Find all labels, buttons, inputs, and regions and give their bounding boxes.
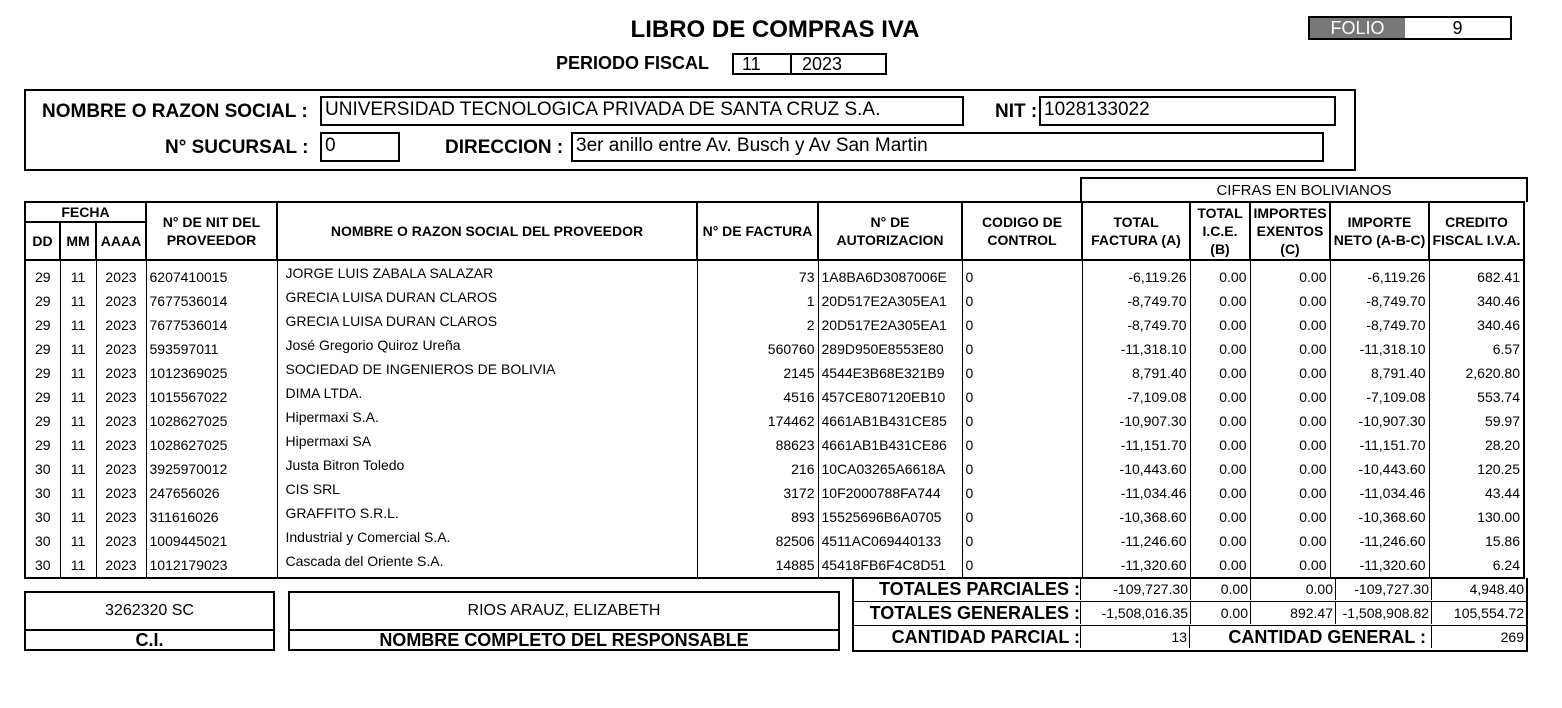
responsable-label: NOMBRE COMPLETO DEL RESPONSABLE: [379, 630, 749, 650]
cell-exentos: 0.00: [1250, 529, 1330, 553]
cell-neto: -11,034.46: [1330, 481, 1429, 505]
cell-credito: 340.46: [1429, 313, 1524, 337]
cell-exentos: 0.00: [1250, 553, 1330, 578]
cell-mm: 11: [60, 409, 96, 433]
folio-box: [1308, 16, 1512, 40]
cell-proveedor: Hipermaxi SA: [277, 433, 697, 457]
cell-total: -11,151.70: [1082, 433, 1190, 457]
ci-label: C.I.: [135, 630, 164, 650]
company-name-field: UNIVERSIDAD TECNOLOGICA PRIVADA DE SANTA CRUZ S.A.: [320, 96, 964, 126]
cell-ice: 0.00: [1190, 481, 1250, 505]
cell-neto: -11,246.60: [1330, 529, 1429, 553]
cell-codigo: 0: [962, 313, 1082, 337]
cell-neto: -8,749.70: [1330, 313, 1429, 337]
cell-factura: 4516: [697, 385, 818, 409]
cell-ice: 0.00: [1190, 529, 1250, 553]
cell-aaaa: 2023: [96, 337, 146, 361]
cell-mm: 11: [60, 260, 96, 289]
header-neto: IMPORTE NETO (A-B-C): [1330, 202, 1429, 260]
cell-aaaa: 2023: [96, 289, 146, 313]
purchases-table: [24, 201, 1525, 579]
cell-total: 8,791.40: [1082, 361, 1190, 385]
cell-neto: -10,368.60: [1330, 505, 1429, 529]
cell-nit: 1028627025: [146, 409, 277, 433]
cell-codigo: 0: [962, 289, 1082, 313]
cell-nit: 6207410015: [146, 260, 277, 289]
table-row: [25, 409, 1524, 433]
tp-exentos: 0.00: [1250, 578, 1335, 600]
cell-exentos: 0.00: [1250, 385, 1330, 409]
cell-credito: 2,620.80: [1429, 361, 1524, 385]
cell-aaaa: 2023: [96, 260, 146, 289]
periodo-label: PERIODO FISCAL: [556, 53, 710, 73]
cell-proveedor: Industrial y Comercial S.A.: [277, 529, 697, 553]
table-row: [25, 505, 1524, 529]
cell-codigo: 0: [962, 409, 1082, 433]
cell-autorizacion: 45418FB6F4C8D51: [818, 553, 962, 578]
cell-mm: 11: [60, 529, 96, 553]
cell-codigo: 0: [962, 385, 1082, 409]
cell-proveedor: Justa Bitron Toledo: [277, 457, 697, 481]
cell-factura: 2: [697, 313, 818, 337]
cell-credito: 6.57: [1429, 337, 1524, 361]
cell-nit: 593597011: [146, 337, 277, 361]
cell-exentos: 0.00: [1250, 361, 1330, 385]
cell-factura: 82506: [697, 529, 818, 553]
cell-total: -11,034.46: [1082, 481, 1190, 505]
tp-total: -109,727.30: [1080, 578, 1190, 600]
cell-proveedor: SOCIEDAD DE INGENIEROS DE BOLIVIA: [277, 361, 697, 385]
cell-ice: 0.00: [1190, 433, 1250, 457]
cell-mm: 11: [60, 505, 96, 529]
cell-dd: 29: [25, 337, 60, 361]
cell-dd: 29: [25, 361, 60, 385]
cell-total: -7,109.08: [1082, 385, 1190, 409]
cell-dd: 30: [25, 481, 60, 505]
cell-neto: -11,318.10: [1330, 337, 1429, 361]
header-factura: N° DE FACTURA: [697, 202, 818, 260]
cell-nit: 7677536014: [146, 313, 277, 337]
cell-neto: -10,907.30: [1330, 409, 1429, 433]
cell-neto: -8,749.70: [1330, 289, 1429, 313]
tg-credito: 105,554.72: [1431, 602, 1526, 624]
cell-neto: -11,320.60: [1330, 553, 1429, 578]
cell-dd: 29: [25, 409, 60, 433]
cell-total: -6,119.26: [1082, 260, 1190, 289]
cell-mm: 11: [60, 553, 96, 578]
header-ice: TOTAL I.C.E. (B): [1190, 202, 1250, 260]
cell-autorizacion: 20D517E2A305EA1: [818, 289, 962, 313]
cell-proveedor: Hipermaxi S.A.: [277, 409, 697, 433]
periodo-month: 11: [734, 55, 792, 73]
cell-nit: 247656026: [146, 481, 277, 505]
cell-ice: 0.00: [1190, 409, 1250, 433]
responsable-box: [288, 591, 840, 651]
cell-autorizacion: 10F2000788FA744: [818, 481, 962, 505]
cantidad-general-label: CANTIDAD GENERAL :: [1228, 627, 1426, 647]
cell-factura: 3172: [697, 481, 818, 505]
cell-codigo: 0: [962, 457, 1082, 481]
cantidad-general: 269: [1431, 626, 1526, 648]
tg-neto: -1,508,908.82: [1335, 602, 1431, 624]
cell-dd: 30: [25, 529, 60, 553]
cell-exentos: 0.00: [1250, 481, 1330, 505]
tg-exentos: 892.47: [1250, 602, 1335, 624]
cell-factura: 1: [697, 289, 818, 313]
cell-ice: 0.00: [1190, 361, 1250, 385]
cell-dd: 29: [25, 289, 60, 313]
cell-exentos: 0.00: [1250, 409, 1330, 433]
cell-codigo: 0: [962, 481, 1082, 505]
cell-ice: 0.00: [1190, 457, 1250, 481]
cell-factura: 14885: [697, 553, 818, 578]
cell-ice: 0.00: [1190, 289, 1250, 313]
cell-autorizacion: 289D950E8553E80: [818, 337, 962, 361]
cell-autorizacion: 457CE807120EB10: [818, 385, 962, 409]
cell-exentos: 0.00: [1250, 313, 1330, 337]
ci-value: 3262320 SC: [26, 593, 273, 631]
table-row: [25, 529, 1524, 553]
cell-nit: 3925970012: [146, 457, 277, 481]
cell-exentos: 0.00: [1250, 457, 1330, 481]
cell-mm: 11: [60, 457, 96, 481]
header-aaaa: AAAA: [96, 222, 146, 260]
cell-nit: 311616026: [146, 505, 277, 529]
header-fecha: FECHA: [25, 202, 146, 222]
cell-ice: 0.00: [1190, 553, 1250, 578]
nit-label: NIT :: [995, 101, 1038, 122]
page-title: LIBRO DE COMPRAS IVA: [630, 16, 920, 43]
cell-proveedor: CIS SRL: [277, 481, 697, 505]
header-credito: CREDITO FISCAL I.V.A.: [1429, 202, 1524, 260]
cell-codigo: 0: [962, 361, 1082, 385]
cell-aaaa: 2023: [96, 361, 146, 385]
cell-codigo: 0: [962, 505, 1082, 529]
cell-credito: 6.24: [1429, 553, 1524, 578]
totales-parciales-label: TOTALES PARCIALES :: [878, 579, 1080, 599]
ci-box: [24, 591, 275, 651]
cell-autorizacion: 20D517E2A305EA1: [818, 313, 962, 337]
cell-ice: 0.00: [1190, 337, 1250, 361]
table-row: [25, 313, 1524, 337]
cell-autorizacion: 4544E3B68E321B9: [818, 361, 962, 385]
cell-proveedor: GRECIA LUISA DURAN CLAROS: [277, 289, 697, 313]
cifras-label: CIFRAS EN BOLIVIANOS: [1080, 177, 1528, 202]
cell-autorizacion: 4661AB1B431CE85: [818, 409, 962, 433]
table-body: [25, 260, 1524, 578]
cell-mm: 11: [60, 289, 96, 313]
cell-codigo: 0: [962, 260, 1082, 289]
responsable-name: RIOS ARAUZ, ELIZABETH: [290, 593, 838, 631]
table-row: [25, 361, 1524, 385]
cell-factura: 73: [697, 260, 818, 289]
cell-dd: 29: [25, 385, 60, 409]
cell-exentos: 0.00: [1250, 505, 1330, 529]
cell-aaaa: 2023: [96, 409, 146, 433]
cell-dd: 30: [25, 457, 60, 481]
cell-mm: 11: [60, 481, 96, 505]
tg-ice: 0.00: [1190, 602, 1250, 624]
table-row: [25, 289, 1524, 313]
cell-dd: 29: [25, 313, 60, 337]
table-row: [25, 385, 1524, 409]
company-name-label: NOMBRE O RAZON SOCIAL :: [42, 101, 308, 122]
cell-credito: 120.25: [1429, 457, 1524, 481]
table-row: [25, 457, 1524, 481]
cell-exentos: 0.00: [1250, 337, 1330, 361]
header-mm: MM: [60, 222, 96, 260]
cell-nit: 1028627025: [146, 433, 277, 457]
cell-aaaa: 2023: [96, 433, 146, 457]
cell-nit: 1012179023: [146, 553, 277, 578]
cell-autorizacion: 4661AB1B431CE86: [818, 433, 962, 457]
cell-nit: 7677536014: [146, 289, 277, 313]
cell-total: -10,443.60: [1082, 457, 1190, 481]
cell-mm: 11: [60, 313, 96, 337]
tp-credito: 4,948.40: [1431, 578, 1526, 600]
tp-neto: -109,727.30: [1335, 578, 1431, 600]
cell-ice: 0.00: [1190, 313, 1250, 337]
cell-aaaa: 2023: [96, 529, 146, 553]
totales-generales-label: TOTALES GENERALES :: [869, 603, 1080, 623]
cell-mm: 11: [60, 337, 96, 361]
cell-autorizacion: 10CA03265A6618A: [818, 457, 962, 481]
direccion-label: DIRECCION :: [445, 137, 564, 158]
cell-aaaa: 2023: [96, 481, 146, 505]
cell-proveedor: DIMA LTDA.: [277, 385, 697, 409]
cell-total: -10,907.30: [1082, 409, 1190, 433]
sucursal-label: N° SUCURSAL :: [165, 137, 309, 158]
cell-codigo: 0: [962, 337, 1082, 361]
table-row: [25, 260, 1524, 289]
direccion-field: 3er anillo entre Av. Busch y Av San Martin: [571, 132, 1324, 162]
cell-total: -11,246.60: [1082, 529, 1190, 553]
table-row: [25, 337, 1524, 361]
folio-value: 9: [1452, 18, 1463, 38]
cell-factura: 560760: [697, 337, 818, 361]
cantidad-parcial-label: CANTIDAD PARCIAL :: [891, 627, 1080, 647]
cell-ice: 0.00: [1190, 260, 1250, 289]
cell-factura: 88623: [697, 433, 818, 457]
cell-proveedor: JORGE LUIS ZABALA SALAZAR: [277, 260, 697, 289]
cell-neto: -11,151.70: [1330, 433, 1429, 457]
cell-factura: 893: [697, 505, 818, 529]
cell-aaaa: 2023: [96, 505, 146, 529]
cell-credito: 340.46: [1429, 289, 1524, 313]
cell-dd: 29: [25, 260, 60, 289]
cell-codigo: 0: [962, 553, 1082, 578]
cell-neto: -6,119.26: [1330, 260, 1429, 289]
cell-neto: -7,109.08: [1330, 385, 1429, 409]
cell-proveedor: José Gregorio Quiroz Ureña: [277, 337, 697, 361]
cell-credito: 59.97: [1429, 409, 1524, 433]
folio-label: FOLIO: [1310, 18, 1405, 38]
table-row: [25, 481, 1524, 505]
cell-aaaa: 2023: [96, 313, 146, 337]
cell-dd: 30: [25, 553, 60, 578]
cell-credito: 682.41: [1429, 260, 1524, 289]
header-dd: DD: [25, 222, 60, 260]
cell-proveedor: Cascada del Oriente S.A.: [277, 553, 697, 578]
header-proveedor: NOMBRE O RAZON SOCIAL DEL PROVEEDOR: [277, 202, 697, 260]
cell-dd: 29: [25, 433, 60, 457]
tg-total: -1,508,016.35: [1080, 602, 1190, 624]
cell-aaaa: 2023: [96, 553, 146, 578]
cell-dd: 30: [25, 505, 60, 529]
cell-neto: 8,791.40: [1330, 361, 1429, 385]
cell-autorizacion: 15525696B6A0705: [818, 505, 962, 529]
header-autorizacion: N° DE AUTORIZACION: [818, 202, 962, 260]
cell-aaaa: 2023: [96, 457, 146, 481]
cell-mm: 11: [60, 361, 96, 385]
cell-aaaa: 2023: [96, 385, 146, 409]
cell-mm: 11: [60, 385, 96, 409]
cell-total: -8,749.70: [1082, 289, 1190, 313]
periodo-year: 2023: [802, 54, 843, 74]
cell-nit: 1015567022: [146, 385, 277, 409]
periodo-box: [732, 53, 887, 75]
cell-codigo: 0: [962, 529, 1082, 553]
cell-nit: 1012369025: [146, 361, 277, 385]
cell-factura: 174462: [697, 409, 818, 433]
table-row: [25, 553, 1524, 578]
cell-autorizacion: 1A8BA6D3087006E: [818, 260, 962, 289]
cantidad-parcial: 13: [1080, 626, 1190, 648]
cell-autorizacion: 4511AC069440133: [818, 529, 962, 553]
cell-total: -11,318.10: [1082, 337, 1190, 361]
header-exentos: IMPORTES EXENTOS (C): [1250, 202, 1330, 260]
cell-neto: -10,443.60: [1330, 457, 1429, 481]
cell-credito: 43.44: [1429, 481, 1524, 505]
cell-total: -11,320.60: [1082, 553, 1190, 578]
cell-exentos: 0.00: [1250, 289, 1330, 313]
cell-credito: 553.74: [1429, 385, 1524, 409]
cell-proveedor: GRECIA LUISA DURAN CLAROS: [277, 313, 697, 337]
cell-factura: 216: [697, 457, 818, 481]
cell-total: -10,368.60: [1082, 505, 1190, 529]
cell-proveedor: GRAFFITO S.R.L.: [277, 505, 697, 529]
sucursal-field: 0: [320, 132, 400, 162]
nit-field: 1028133022: [1039, 96, 1336, 126]
cell-mm: 11: [60, 433, 96, 457]
cell-ice: 0.00: [1190, 385, 1250, 409]
cell-nit: 1009445021: [146, 529, 277, 553]
cell-credito: 130.00: [1429, 505, 1524, 529]
cell-factura: 2145: [697, 361, 818, 385]
header-nit: N° DE NIT DEL PROVEEDOR: [146, 202, 277, 260]
table-row: [25, 433, 1524, 457]
cell-exentos: 0.00: [1250, 260, 1330, 289]
header-total: TOTAL FACTURA (A): [1082, 202, 1190, 260]
cell-credito: 15.86: [1429, 529, 1524, 553]
cell-total: -8,749.70: [1082, 313, 1190, 337]
cell-exentos: 0.00: [1250, 433, 1330, 457]
header-codigo: CODIGO DE CONTROL: [962, 202, 1082, 260]
cell-credito: 28.20: [1429, 433, 1524, 457]
tp-ice: 0.00: [1190, 578, 1250, 600]
cell-ice: 0.00: [1190, 505, 1250, 529]
cell-codigo: 0: [962, 433, 1082, 457]
